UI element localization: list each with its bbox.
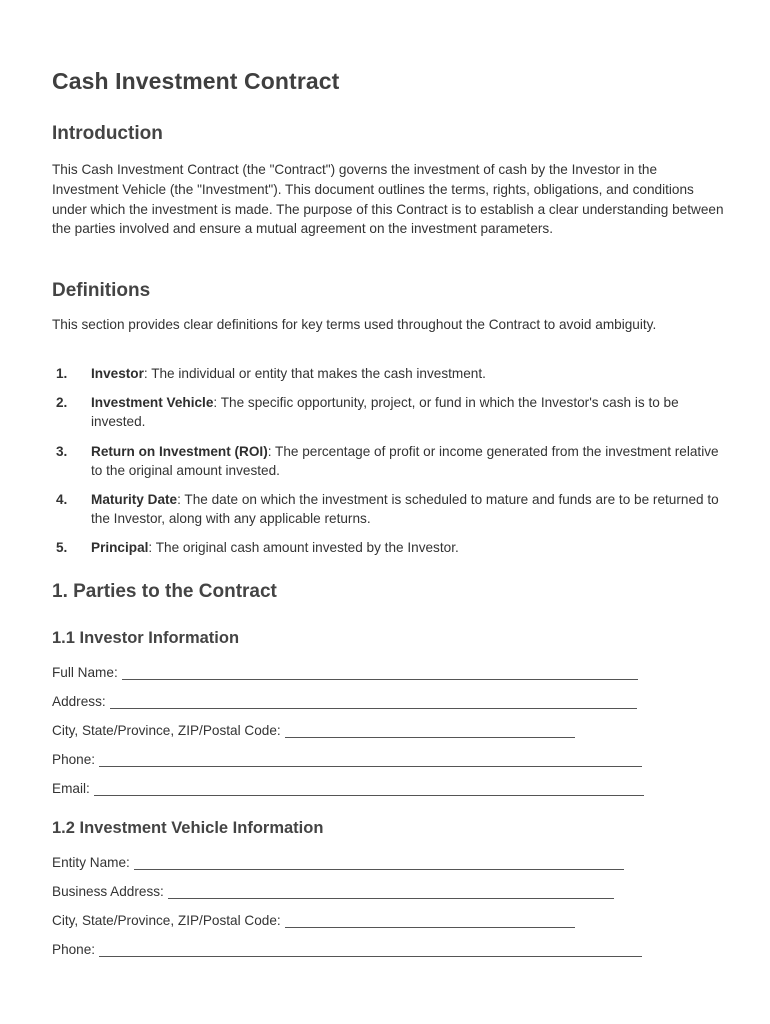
investor-info-heading: 1.1 Investor Information bbox=[52, 629, 240, 647]
investor-full-name-field[interactable] bbox=[52, 660, 638, 680]
definitions-list bbox=[52, 364, 724, 568]
investor-address-field[interactable] bbox=[52, 689, 637, 709]
definition-term: Maturity Date bbox=[91, 492, 178, 508]
definition-description: : The individual or entity that makes the cash investment. bbox=[143, 366, 486, 381]
definition-term: Return on Investment (ROI) bbox=[91, 443, 268, 459]
field-label: Email: bbox=[52, 781, 90, 796]
vehicle-entity-name-field[interactable] bbox=[52, 850, 624, 870]
definitions-heading: Definitions bbox=[52, 280, 151, 301]
field-label: City, State/Province, ZIP/Postal Code: bbox=[52, 723, 281, 738]
definition-number: 3. bbox=[56, 443, 68, 459]
field-label: Phone: bbox=[52, 942, 96, 957]
definition-term: Investor bbox=[91, 366, 144, 381]
vehicle-phone-field[interactable] bbox=[52, 937, 642, 957]
definition-number: 4. bbox=[56, 492, 68, 508]
definition-description: : The specific opportunity, project, or fund in which the Investor's cash is to be invested. bbox=[91, 395, 679, 430]
vehicle-info-heading: 1.2 Investment Vehicle Information bbox=[52, 819, 324, 837]
definition-number: 2. bbox=[56, 395, 68, 411]
field-label: Full Name: bbox=[52, 665, 118, 680]
fill-line[interactable] bbox=[94, 781, 644, 796]
definition-description: : The percentage of profit or income generated from the investment relative to the original amount invested. bbox=[91, 443, 719, 478]
fill-line[interactable] bbox=[99, 752, 642, 767]
definition-number: 5. bbox=[56, 540, 68, 556]
investor-phone-field[interactable] bbox=[52, 747, 642, 767]
fill-line[interactable] bbox=[134, 855, 624, 870]
document-title: Cash Investment Contract bbox=[52, 68, 340, 94]
investor-city-state-zip-field[interactable] bbox=[52, 718, 575, 738]
definition-item bbox=[52, 364, 724, 383]
vehicle-city-state-zip-field[interactable] bbox=[52, 908, 575, 928]
field-label: Entity Name: bbox=[52, 855, 130, 870]
vehicle-business-address-field[interactable] bbox=[52, 879, 614, 899]
fill-line[interactable] bbox=[285, 913, 575, 928]
introduction-heading: Introduction bbox=[52, 123, 163, 144]
definition-description: : The original cash amount invested by the Investor. bbox=[148, 540, 459, 556]
field-label: City, State/Province, ZIP/Postal Code: bbox=[52, 913, 281, 928]
field-label: Business Address: bbox=[52, 884, 164, 899]
definitions-intro-text: This section provides clear definitions for key terms used throughout the Contract to avoid ambiguity. bbox=[52, 317, 657, 332]
definition-item bbox=[52, 538, 724, 557]
definition-term: Principal bbox=[91, 540, 149, 556]
fill-line[interactable] bbox=[168, 884, 614, 899]
definition-term: Investment Vehicle bbox=[91, 395, 214, 411]
investor-email-field[interactable] bbox=[52, 776, 644, 796]
fill-line[interactable] bbox=[110, 694, 637, 709]
definition-item bbox=[52, 393, 724, 431]
introduction-text: This Cash Investment Contract (the "Contract") governs the investment of cash by the Investor in the Investment Vehicle (the "Investment"). This document outlines the terms, rights, obligations, and conditions under which the investment is made. The purpose of this Contract is to establish a clear understanding between the parties involved and ensure a mutual agreement on the investment parameters. bbox=[52, 162, 724, 237]
definition-item bbox=[52, 490, 724, 528]
definition-description: : The date on which the investment is scheduled to mature and funds are to be returned to the Investor, along with any applicable returns. bbox=[91, 492, 719, 527]
field-label: Phone: bbox=[52, 752, 96, 767]
fill-line[interactable] bbox=[285, 723, 575, 738]
fill-line[interactable] bbox=[122, 665, 638, 680]
parties-heading: 1. Parties to the Contract bbox=[52, 581, 277, 602]
fill-line[interactable] bbox=[99, 942, 642, 957]
definition-number: 1. bbox=[56, 366, 68, 381]
field-label: Address: bbox=[52, 694, 106, 709]
definition-item bbox=[52, 442, 724, 480]
